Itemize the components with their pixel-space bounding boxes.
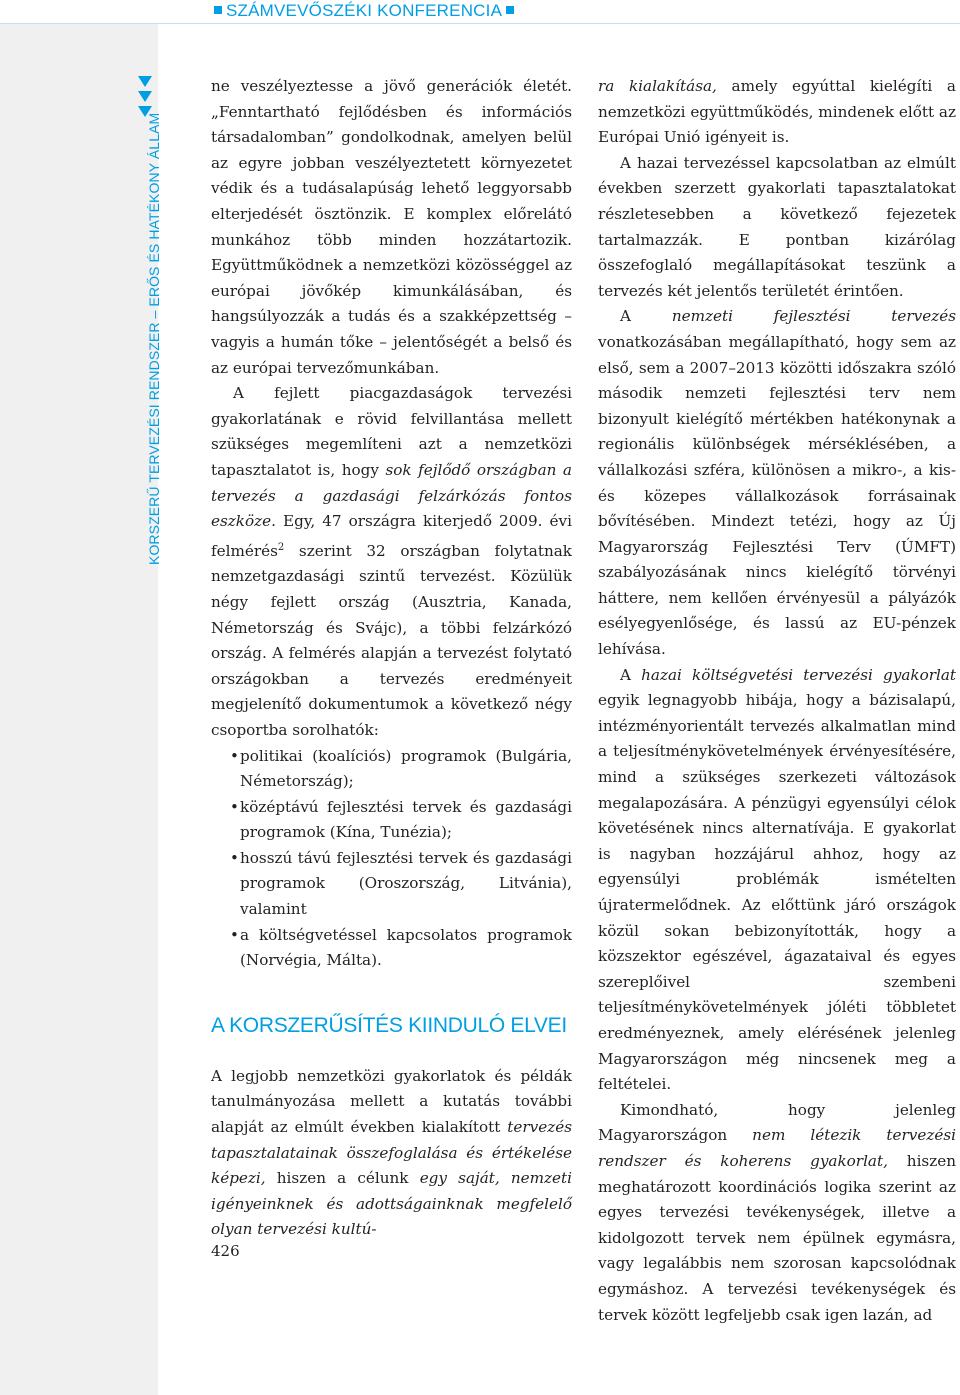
paragraph	[598, 304, 956, 662]
list-item	[211, 795, 572, 846]
paragraph-text: A	[620, 307, 672, 326]
bullet-icon: •	[230, 797, 239, 816]
list-item	[211, 846, 572, 923]
left-column	[211, 74, 572, 1243]
paragraph-text: A	[620, 665, 642, 684]
paragraph	[211, 1064, 572, 1243]
paragraph	[211, 381, 572, 743]
paragraph	[598, 151, 956, 305]
down-arrow-icon	[138, 76, 152, 87]
paragraph-text: vonatkozásában megállapítható, hogy sem az első, sem a 2007–2013 közötti időszakra szóló második nemzeti fejlesztési terv nem bizonyult kielégítő mértékben hatékonynak a regionális különbségek mérséklésében, a vállalkozási szféra, különösen a mikro-, a kis- és közepes vállalkozások forrásainak bővítésében. Mindezt tetézi, hogy az Új Magyarország Fejlesztési Terv (ÚMFT) szabályozásának nincs kielégítő törvényi háttere, nem kellően érvényesül a pályázók esélyegyenlősége, és lassú az EU-pénzek lehívása.	[598, 332, 956, 659]
paragraph	[598, 1098, 956, 1328]
list-item	[211, 923, 572, 974]
list-item-text: hosszú távú fejlesztési tervek és gazdasági programok (Oroszország, Litvánia), valamint	[240, 848, 572, 919]
paragraph-text: Kimondható, hogy jelenleg Magyarországon	[598, 1100, 956, 1145]
section-heading: A KORSZERŰSÍTÉS KIINDULÓ ELVEI	[211, 1013, 567, 1037]
emphasis-text: sok fejlődő országban a tervezés a gazdasági felzárkózás fontos eszköze.	[211, 460, 572, 531]
paragraph-text: A fejlett piacgazdaságok tervezési gyakorlatának e rövid felvillantása mellett szükséges megemlíteni azt a nemzetközi tapasztalatot is, hogy	[211, 384, 572, 479]
paragraph	[211, 74, 572, 381]
emphasis-text: tervezés tapasztalatainak összefoglalása és értékelése képezi,	[211, 1118, 572, 1188]
page-number: 426	[211, 1242, 240, 1260]
emphasis-text: hazai költségvetési tervezési gyakorlat	[641, 665, 956, 684]
list-item-text: politikai (koalíciós) programok (Bulgária, Németország);	[240, 746, 572, 791]
running-header-title	[210, 1, 518, 21]
square-bullet-icon	[506, 6, 514, 14]
paragraph-text: egyik legnagyobb hibája, hogy a bázisalapú, intézményorientált tervezés alkalmatlan mind a teljesítménykövetelmények érvényesítésére, mind a szükséges szerkezeti változások megalapozására. A pénzügyi egyensúlyi célok követésének nincs alternatívája. E gyakorlat is nagyban hozzájárul ahhoz, hogy az egyensúlyi problémák ismételten újratermelődnek. Az előttünk járó országok közül sokan bebizonyították, hogy a közszektor egészével, ágazataival és egyes szereplőivel szembeni teljesítménykövetelmények jóléti többletet eredményeznek, amely elérésének jelenleg Magyarországon még nincsenek meg a feltételei.	[598, 691, 956, 1094]
header-title-text: SZÁMVEVŐSZÉKI KONFERENCIA	[226, 1, 503, 20]
paragraph	[598, 663, 956, 1098]
paragraph-text: ne veszélyeztesse a jövő generációk életét. „Fenntartható fejlődésben és információs társadalomban” gondolkodnak, amelyen belül az egyre jobban veszélyeztetett környezetet védik és a tudásalapúság lehető leggyorsabb elterjedését ösztönzik. E komplex előrelátó munkához több minden hozzátartozik. Együttműködnek a nemzetközi közösséggel az európai jövőkép kimunkálásában, és hangsúlyozzák a tudás és a szakképzettség – vagyis a humán tőke – jelentőségét a belső és az európai tervezőmunkában.	[211, 77, 572, 377]
section-vertical-label: KORSZERŰ TERVEZÉSI RENDSZER – ERŐS ÉS HATÉKONY ÁLLAM	[146, 112, 162, 565]
down-arrow-icon	[138, 91, 152, 102]
bullet-list	[211, 744, 572, 974]
emphasis-text: nem létezik tervezési rendszer és koherens gyakorlat,	[598, 1126, 956, 1170]
bullet-icon: •	[230, 746, 239, 765]
bullet-icon: •	[230, 848, 239, 867]
emphasis-text: nemzeti fejlesztési tervezés	[671, 307, 957, 326]
emphasis-text: ra kialakítása,	[598, 77, 717, 95]
running-header	[0, 0, 960, 24]
list-item-text: a költségvetéssel kapcsolatos programok (Norvégia, Málta).	[240, 925, 572, 970]
list-item-text: középtávú fejlesztési tervek és gazdasági programok (Kína, Tunézia);	[240, 797, 572, 842]
square-bullet-icon	[214, 6, 222, 14]
bullet-icon: •	[230, 925, 239, 944]
paragraph-text: hiszen meghatározott koordinációs logika szerint az egyes tervezési tevékenységek, illetve a kidolgozott tervek nem épülnek egymásra, vagy legalábbis nem szorosan kapcsolódnak egymáshoz. A tervezési tevékenységek és tervek között legfeljebb csak igen lazán, ad	[598, 1151, 956, 1324]
sidebar-band	[0, 0, 162, 1395]
paragraph-text: szerint 32 országban folytatnak nemzetgazdasági szintű tervezést. Közülük négy fejlett ország (Ausztria, Kanada, Németország és Svájc), a többi felzárkózó ország. A felmérés alapján a tervezést folytató országokban a tervezés eredményeit megjelenítő dokumentumok a következő négy csoportba sorolhatók:	[211, 541, 572, 739]
list-item	[211, 744, 572, 795]
paragraph-text: A legjobb nemzetközi gyakorlatok és példák tanulmányozása mellett a kutatás további alapját az elmúlt években kialakított	[211, 1066, 572, 1137]
emphasis-text: egy saját, nemzeti igényeinknek és adottságainknak megfelelő olyan tervezési kultú-	[211, 1169, 572, 1239]
right-column	[598, 74, 956, 1328]
paragraph-text: Egy, 47 országra kiterjedő 2009. évi felmérés	[211, 512, 572, 560]
paragraph	[598, 74, 956, 151]
paragraph-text: amely egyúttal kielégíti a nemzetközi együttműködés, mindenek előtt az Európai Unió igényeit is.	[598, 77, 956, 147]
header-divider	[0, 23, 960, 24]
footnote-marker[interactable]: 2	[277, 541, 285, 553]
paragraph-text: A hazai tervezéssel kapcsolatban az elmúlt években szerzett gyakorlati tapasztalatokat részletesebben a következő fejezetek tartalmazzák. E pontban kizárólag összefoglaló megállapításokat teszünk a tervezés két jelentős területét érintően.	[598, 153, 956, 300]
paragraph-text: hiszen a célunk	[265, 1169, 420, 1188]
